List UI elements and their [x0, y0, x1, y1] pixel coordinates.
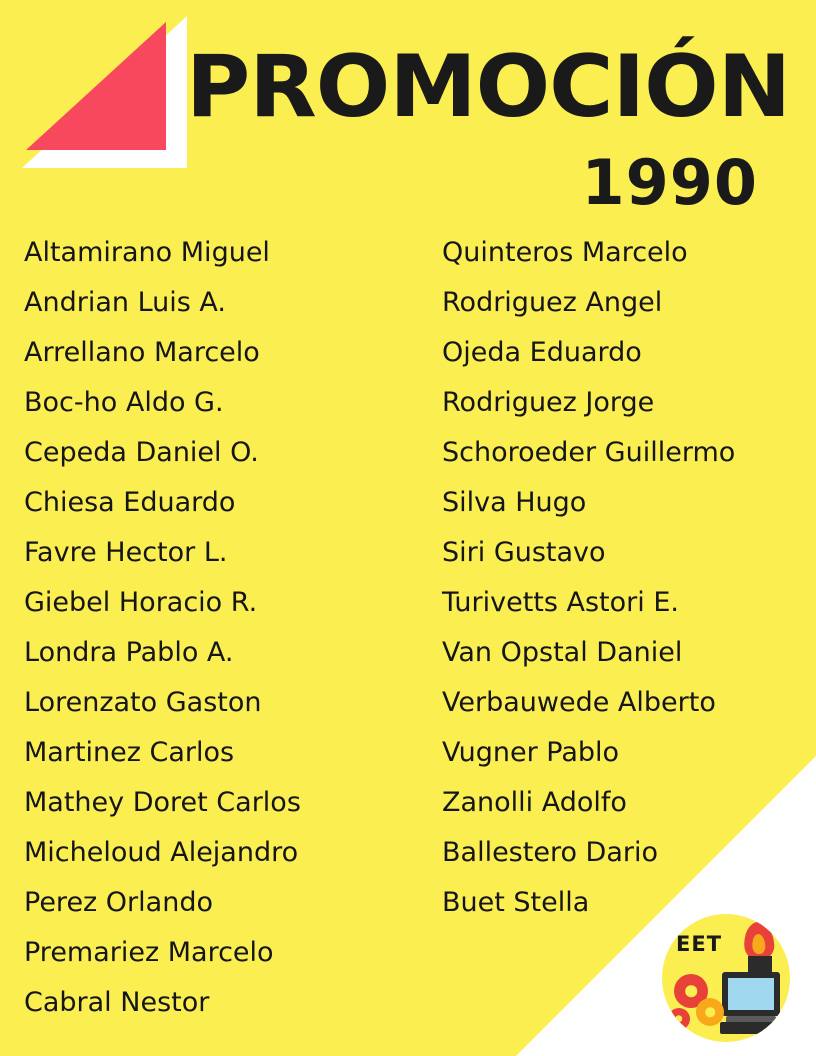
- list-item: Arrellano Marcelo: [24, 337, 260, 368]
- list-item: Siri Gustavo: [442, 537, 606, 568]
- list-item: Buet Stella: [442, 887, 590, 918]
- list-item: Silva Hugo: [442, 487, 587, 518]
- names-columns: [0, 228, 816, 1028]
- list-item: Turivetts Astori E.: [442, 587, 679, 618]
- list-item: Ballestero Dario: [442, 837, 659, 868]
- page-subtitle-year: 1990: [581, 146, 758, 219]
- list-item: Verbauwede Alberto: [442, 687, 716, 718]
- eet-badge: [662, 914, 790, 1042]
- gear-icon-small: [696, 998, 724, 1026]
- names-column-left: [0, 228, 420, 1028]
- list-item: Lorenzato Gaston: [24, 687, 262, 718]
- monitor-icon: [722, 972, 780, 1016]
- poster-header: [0, 0, 816, 222]
- list-item: Londra Pablo A.: [24, 637, 234, 668]
- list-item: Zanolli Adolfo: [442, 787, 627, 818]
- list-item: Martinez Carlos: [24, 737, 235, 768]
- list-item: Mathey Doret Carlos: [24, 787, 301, 818]
- monitor-screen: [728, 978, 774, 1010]
- list-item: Schoroeder Guillermo: [442, 437, 736, 468]
- list-item: Premariez Marcelo: [24, 937, 274, 968]
- list-item: Rodriguez Angel: [442, 287, 663, 318]
- list-item: Giebel Horacio R.: [24, 587, 258, 618]
- list-item: Cepeda Daniel O.: [24, 437, 259, 468]
- page-title: PROMOCIÓN: [186, 37, 791, 137]
- list-item: Favre Hector L.: [24, 537, 228, 568]
- list-item: Boc-ho Aldo G.: [24, 387, 224, 418]
- list-item: Quinteros Marcelo: [442, 237, 688, 268]
- list-item: Van Opstal Daniel: [442, 637, 683, 668]
- gear-icon-tiny: [668, 1008, 690, 1030]
- list-item: Perez Orlando: [24, 887, 213, 918]
- book-icon: [720, 1022, 782, 1034]
- list-item: Andrian Luis A.: [24, 287, 226, 318]
- triangle-logo-icon: [22, 16, 187, 168]
- logo-red-triangle: [26, 22, 166, 150]
- list-item: Micheloud Alejandro: [24, 837, 299, 868]
- eet-badge-label: EET: [676, 932, 723, 956]
- list-item: Altamirano Miguel: [24, 237, 270, 268]
- list-item: Cabral Nestor: [24, 987, 210, 1018]
- list-item: Rodriguez Jorge: [442, 387, 655, 418]
- list-item: Chiesa Eduardo: [24, 487, 236, 518]
- names-column-right: [420, 228, 816, 1028]
- list-item: Vugner Pablo: [442, 737, 620, 768]
- list-item: Ojeda Eduardo: [442, 337, 642, 368]
